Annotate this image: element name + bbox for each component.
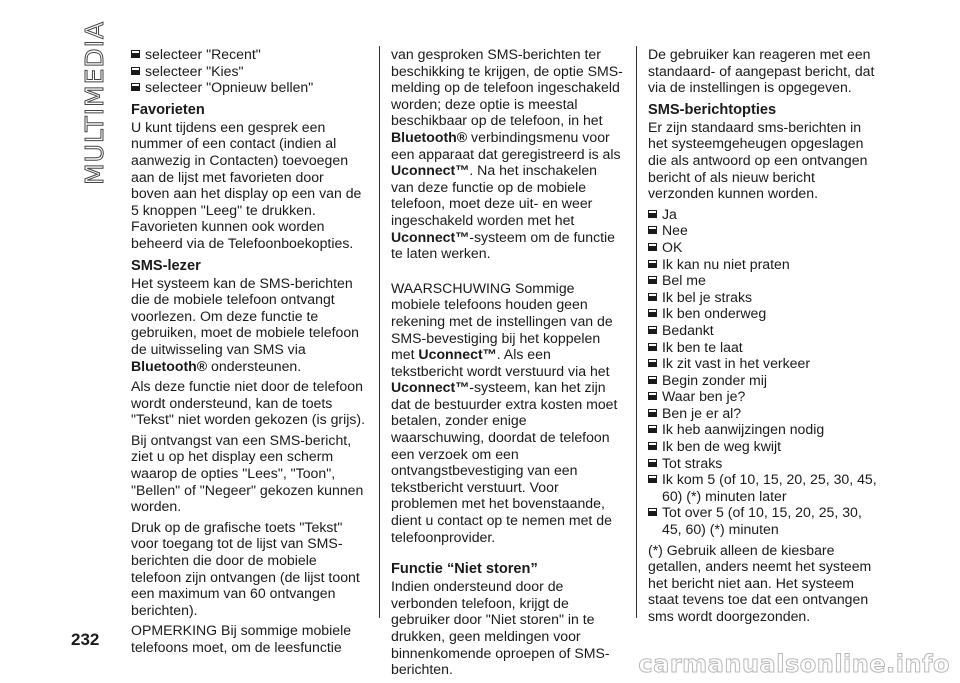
list-item: OK xyxy=(648,239,880,256)
checkbox-bullet-icon xyxy=(131,67,140,75)
sms-notification-paragraph: van gesproken SMS-berichten ter beschikking te krijgen, de optie SMS-melding op de telefoon ingeschakeld worden; deze optie is meestal beschikbaar op de telefoon, in het Bluetooth® verbindingsmenu voor een apparaat dat geregistreerd is als Uconnect™. Na het inschakelen van deze functie op de mobiele telefoon, moet deze uit- en weer ingeschakeld worden met het Uconnect™-systeem om de functie te laten werken. xyxy=(391,46,623,262)
checkbox-bullet-icon xyxy=(648,226,657,234)
checkbox-bullet-icon xyxy=(648,343,657,351)
checkbox-bullet-icon xyxy=(648,425,657,433)
sms-options-paragraph: Er zijn standaard sms-berichten in het systeemgeheugen opgeslagen die als antwoord op een ontvangen bericht of als nieuw bericht verzonden kunnen worden. xyxy=(648,118,868,202)
column-divider xyxy=(636,46,637,618)
list-item: Waar ben je? xyxy=(648,388,880,405)
column-right xyxy=(648,46,880,629)
favorieten-text: U kunt tijdens een gesprek een nummer of een contact (indien al aanwezig in Contacten) toevoegen aan de lijst met favorieten door boven aan het display op een van de 5 knoppen "Leeg" te drukken. Favorieten kunnen ook worden beheerd via de Telefoonboekopties. xyxy=(131,118,362,251)
sms-reader-paragraph: Druk op de grafische toets "Tekst" voor toegang tot de lijst van SMS-berichten die door de mobiele telefoon zijn ontvangen (de lijst toont een maximum van 60 ontvangen berichten). xyxy=(131,518,360,618)
checkbox-bullet-icon xyxy=(648,243,657,251)
note-paragraph: OPMERKING Bij sommige mobiele telefoons moet, om de leesfunctie xyxy=(131,622,352,655)
sms-reader-paragraph: Als deze functie niet door de telefoon wordt ondersteund, kan de toets "Tekst" niet worden gekozen (is grijs). xyxy=(131,378,366,428)
sms-options-heading: SMS-berichtopties xyxy=(648,101,777,118)
checkbox-bullet-icon xyxy=(648,260,657,268)
checkbox-bullet-icon xyxy=(648,293,657,301)
sms-reader-paragraph: Het systeem kan de SMS-berichten die de mobiele telefoon ontvangt voorlezen. Om deze functie te gebruiken, moet de mobiele telefoon de uitwisseling van SMS via Bluetooth® ondersteunen. xyxy=(131,274,359,374)
checkbox-bullet-icon xyxy=(648,326,657,334)
checkbox-bullet-icon xyxy=(648,392,657,400)
list-item: Tot straks xyxy=(648,455,880,472)
checkbox-bullet-icon xyxy=(648,409,657,417)
sms-reader-paragraph: Bij ontvangst van een SMS-bericht, ziet u op het display een scherm waarop de opties "Lees", "Toon", "Bellen" of "Negeer" gekozen kunnen worden. xyxy=(131,431,364,515)
list-item: selecteer "Kies" xyxy=(131,63,366,80)
list-item: Ik ben de weg kwijt xyxy=(648,438,880,455)
list-item: Ik kom 5 (of 10, 15, 20, 25, 30, 45, 60) (*) minuten later xyxy=(648,471,880,504)
list-item: selecteer "Opnieuw bellen" xyxy=(131,79,366,96)
section-side-title: MULTIMEDIA xyxy=(80,20,109,185)
warning-paragraph: WAARSCHUWING Sommige mobiele telefoons houden geen rekening met de instellingen van de SMS-bevestiging bij het koppelen met Uconnect™. Als een tekstbericht wordt verstuurd via het Uconnect™-systeem, kan het zijn dat de bestuurder extra kosten moet betalen, zonder enige waarschuwing, doordat de telefoon een verzoek om een ontvangstbevestiging van een tekstbericht verstuurt. Voor problemen met het bovenstaande, dient u contact op te nemen met de telefoonprovider. xyxy=(391,279,618,545)
sms-reader-heading: SMS-lezer xyxy=(131,257,201,274)
checkbox-bullet-icon xyxy=(648,376,657,384)
checkbox-bullet-icon xyxy=(131,50,140,58)
list-item: Nee xyxy=(648,222,880,239)
list-item: Ben je er al? xyxy=(648,405,880,422)
list-item: Bedankt xyxy=(648,322,880,339)
list-item: selecteer "Recent" xyxy=(131,46,366,63)
checkbox-bullet-icon xyxy=(648,475,657,483)
list-item: Ja xyxy=(648,206,880,223)
checkbox-bullet-icon xyxy=(648,309,657,317)
page-number: 232 xyxy=(71,630,100,649)
list-item: Ik bel je straks xyxy=(648,289,880,306)
checkbox-bullet-icon xyxy=(131,83,140,91)
checkbox-bullet-icon xyxy=(648,442,657,450)
checkbox-bullet-icon xyxy=(648,359,657,367)
list-item: Tot over 5 (of 10, 15, 20, 25, 30, 45, 60) (*) minuten xyxy=(648,504,880,537)
checkbox-bullet-icon xyxy=(648,276,657,284)
do-not-disturb-paragraph: Indien ondersteund door de verbonden telefoon, krijgt de gebruiker door "Niet storen" in te drukken, geen meldingen voor binnenkomende oproepen of SMS-berichten. xyxy=(391,578,610,678)
list-item: Ik zit vast in het verkeer xyxy=(648,355,880,372)
list-item: Ik kan nu niet praten xyxy=(648,256,880,273)
do-not-disturb-heading: Functie “Niet storen” xyxy=(391,561,538,578)
column-left xyxy=(131,46,366,660)
list-item: Begin zonder mij xyxy=(648,372,880,389)
checkbox-bullet-icon xyxy=(648,459,657,467)
column-middle xyxy=(391,46,623,682)
favorieten-heading: Favorieten xyxy=(131,101,205,118)
checkbox-bullet-icon xyxy=(648,508,657,516)
list-item: Bel me xyxy=(648,272,880,289)
footnote-paragraph: (*) Gebruik alleen de kiesbare getallen, anders neemt het systeem het bericht niet aan. Het systeem staat tevens toe dat een ontvangen sms wordt doorgezonden. xyxy=(648,541,872,624)
list-item: Ik ben te laat xyxy=(648,339,880,356)
checkbox-bullet-icon xyxy=(648,210,657,218)
watermark: carmanualsonline.info xyxy=(638,650,950,678)
list-item: Ik ben onderweg xyxy=(648,305,880,322)
reply-paragraph: De gebruiker kan reageren met een standaard- of aangepast bericht, dat via de instellingen is opgegeven. xyxy=(648,46,875,96)
sms-options-list xyxy=(648,206,880,538)
column-divider xyxy=(379,46,380,618)
list-item: Ik heb aanwijzingen nodig xyxy=(648,421,880,438)
